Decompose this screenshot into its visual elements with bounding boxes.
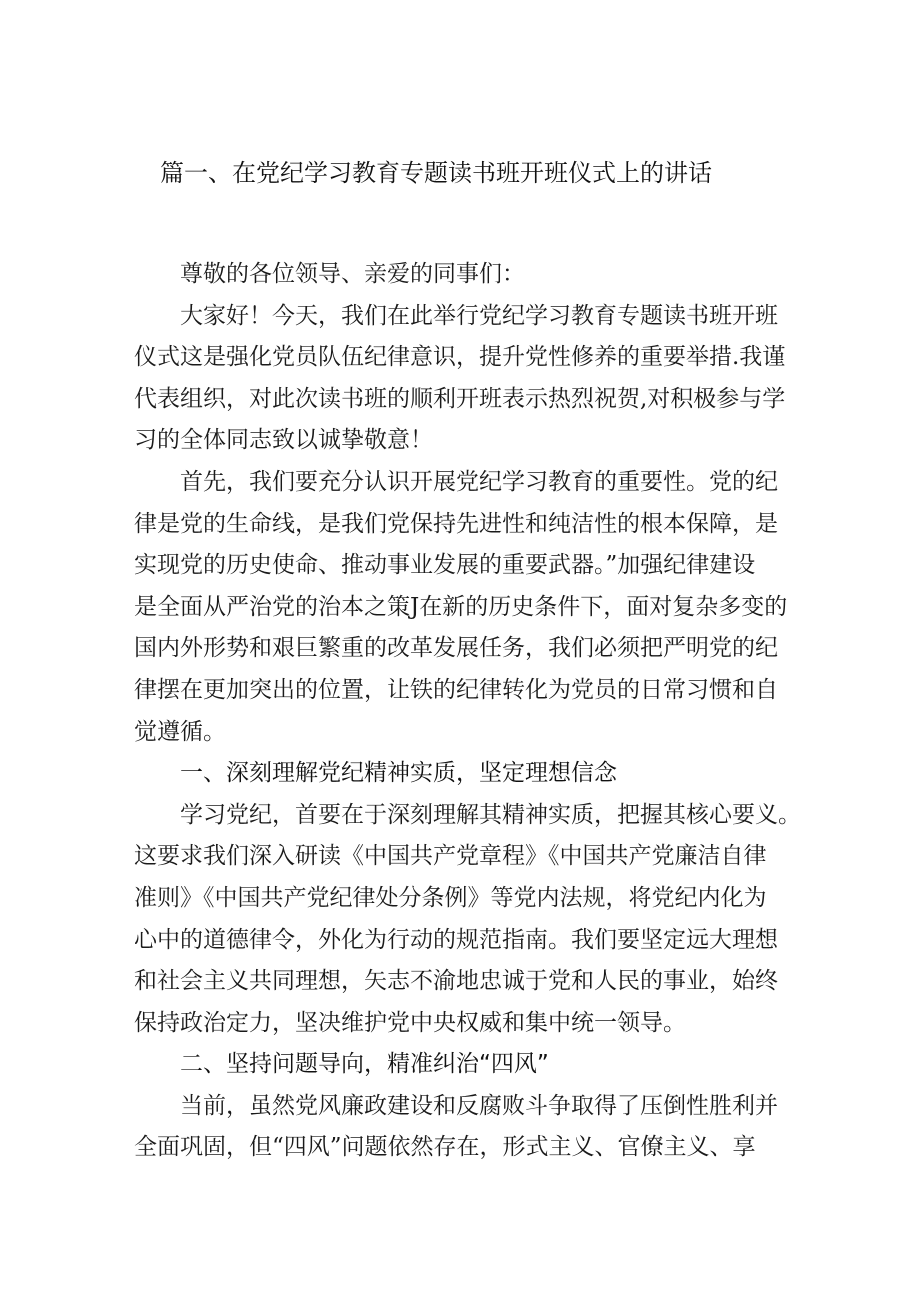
paragraph-line: 觉遵循。 [134, 718, 226, 745]
paragraph-line: 大家好！今天，我们在此举行党纪学习教育专题读书班开班 [180, 302, 778, 329]
paragraph-line: 律是党的生命线，是我们党保持先进性和纯洁性的根本保障，是 [134, 510, 778, 537]
paragraph-line: 国内外形势和艰巨繁重的改革发展任务，我们必须把严明党的纪 [134, 635, 778, 662]
paragraph-line: 代表组织，对此次读书班的顺利开班表示热烈祝贺,对积极参与学 [134, 385, 786, 412]
section-heading-2: 二、坚持问题导向，精准纠治“四风” [180, 1051, 549, 1078]
paragraph-line: 仪式这是强化党员队伍纪律意识，提升党性修养的重要举措.我谨 [134, 344, 786, 371]
salutation: 尊敬的各位领导、亲爱的同事们： [180, 261, 525, 287]
paragraph-line: 准则》《中国共产党纪律处分条例》等党内法规，将党纪内化为 [134, 884, 767, 911]
paragraph-line: 全面巩固，但“四风”问题依然存在，形式主义、官僚主义、享 [134, 1134, 756, 1161]
paragraph-line: 律摆在更加突出的位置，让铁的纪律转化为党员的日常习惯和自 [134, 676, 778, 703]
document-body [134, 254, 801, 1169]
paragraph-line: 和社会主义共同理想，矢志不渝地忠诚于党和人民的事业，始终 [134, 968, 778, 995]
section-heading-1: 一、深刻理解党纪精神实质，坚定理想信念 [180, 760, 617, 787]
document-title: 篇一、在党纪学习教育专题读书班开班仪式上的讲话 [160, 159, 712, 187]
paragraph-line: 心中的道德律令，外化为行动的规范指南。我们要坚定远大理想 [134, 926, 778, 953]
paragraph-line: 当前，虽然党风廉政建设和反腐败斗争取得了压倒性胜利并 [180, 1092, 778, 1119]
paragraph-line: 实现党的历史使命、推动事业发展的重要武器。”加强纪律建设 [134, 552, 756, 579]
paragraph-line: 首先，我们要充分认识开展党纪学习教育的重要性。党的纪 [180, 468, 778, 495]
paragraph-line: 保持政治定力，坚决维护党中央权威和集中统一领导。 [134, 1009, 686, 1036]
paragraph-line: 学习党纪，首要在于深刻理解其精神实质，把握其核心要义。 [180, 801, 801, 828]
paragraph-line: 这要求我们深入研读《中国共产党章程》《中国共产党廉洁自律 [134, 843, 767, 870]
paragraph-line: 是全面从严治党的治本之策J在新的历史条件下，面对复杂多变的 [134, 593, 788, 620]
paragraph-line: 习的全体同志致以诚挚敬意！ [134, 427, 433, 454]
